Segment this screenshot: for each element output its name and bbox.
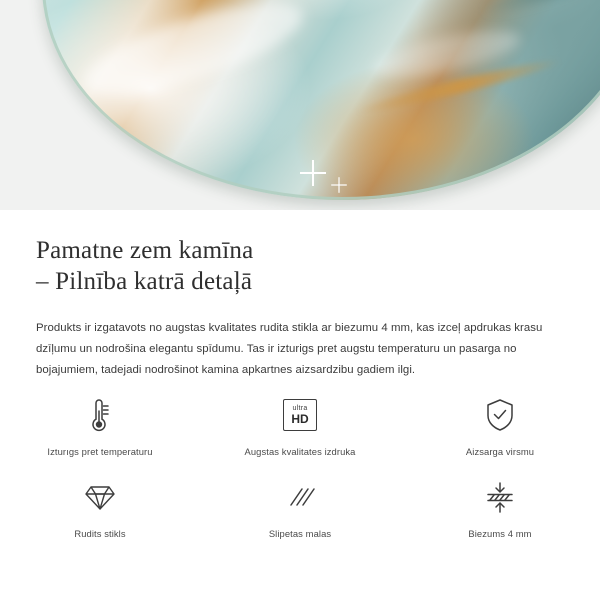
feature-label: Slipetas malas [268,528,332,539]
ultra-hd-top-label: ultra [292,405,308,412]
thermometer-icon [83,393,117,437]
hero-image [0,0,600,210]
white-streak [74,0,311,113]
feature-label: Rudits stikls [74,528,126,539]
feature-item-thickness [400,475,600,539]
content-block [0,210,600,381]
ultra-hd-bottom-label: HD [291,412,309,426]
teal-vein [477,0,600,24]
page-title [36,235,556,297]
feature-label: Augstas kvalitates izdruka [244,446,356,457]
ultra-hd-icon [283,393,317,437]
diamond-icon [81,475,119,519]
feature-label: Aizsarga virsmu [465,446,535,457]
headline-line-1: Pamatne zem kamīna [36,237,254,264]
feature-item-surface-protection [400,393,600,457]
thickness-icon [482,475,518,519]
feature-item-print-quality [200,393,400,457]
feature-item-polished-edges [200,475,400,539]
description-paragraph: Produkts ir izgatavots no augstas kvalitates rudita stikla ar biezumu 4 mm, kas izceļ apdrukas krasu dzīļumu un nodrošina elegantu spīdumu. Tas ir izturigs pret augstu temperaturu un pasarga no bojajumiem, tadejadi nodrošinot kamina apkartnes aizsardzibu gadiem ilgi. [36,322,543,376]
polished-edges-icon [282,475,318,519]
shield-check-icon [483,393,517,437]
feature-item-temperature [0,393,200,457]
feature-label: Biezums 4 mm [468,528,532,539]
feature-label: Izturıgs pret temperaturu [47,446,153,457]
feature-grid [0,393,600,539]
feature-item-tempered-glass [0,475,200,539]
headline-line-2: – Pilnība katrā detaļā [36,268,253,295]
